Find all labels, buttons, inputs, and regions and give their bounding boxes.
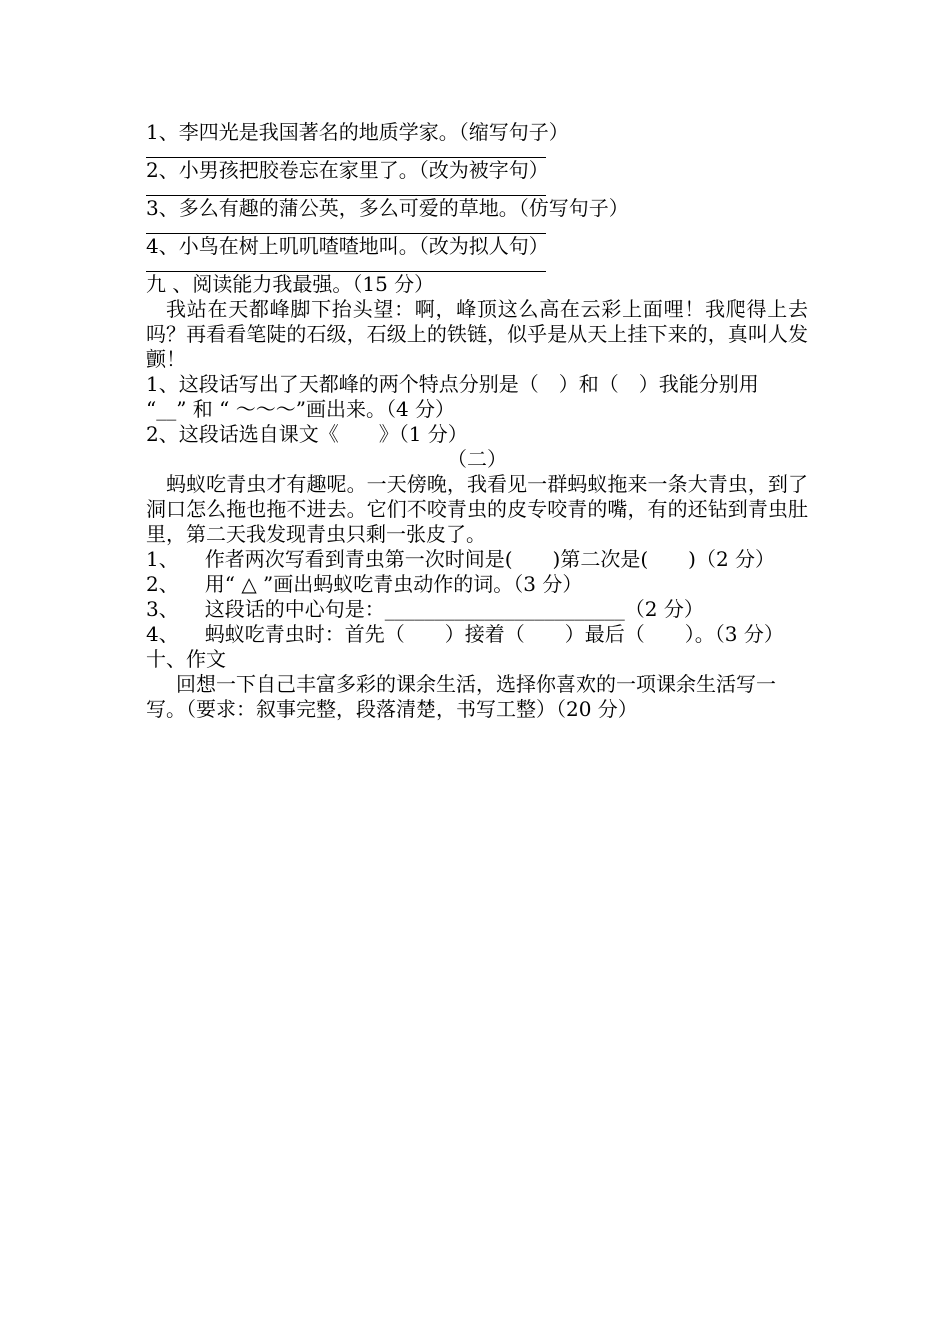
question-text: 作者两次写看到青虫第一次时间是( )第二次是( )（2 分） — [204, 547, 776, 571]
question-number: 4、 — [146, 622, 179, 646]
passage-1-question-1-line-1: 1、这段话写出了天都峰的两个特点分别是（ ）和（ ）我能分别用 — [146, 372, 759, 396]
passage-2-question-4 — [146, 622, 808, 647]
question-number: 1、 — [146, 547, 179, 571]
question-number: 2、 — [146, 572, 179, 596]
sentence-question-1: 1、李四光是我国著名的地质学家。（缩写句子） — [146, 120, 569, 144]
section-9-heading: 九 、阅读能力我最强。（15 分） — [146, 272, 435, 296]
document-content — [146, 120, 808, 722]
section-10-heading: 十、作文 — [146, 647, 226, 671]
passage-2-question-2 — [146, 572, 808, 597]
composition-prompt: 回想一下自己丰富多彩的课余生活，选择你喜欢的一项课余生活写一写。（要求：叙事完整，段落清楚，书写工整）（20 分） — [146, 672, 776, 721]
reading-passage-2: 蚂蚁吃青虫才有趣呢。一天傍晚，我看见一群蚂蚁拖来一条大青虫，到了洞口怎么拖也拖不进去。它们不咬青虫的皮专咬青的嘴，有的还钻到青虫肚里，第二天我发现青虫只剩一张皮了。 — [146, 472, 808, 546]
sentence-question-4: 4、小鸟在树上叽叽喳喳地叫。（改为拟人句） — [146, 234, 549, 258]
question-number: 3、 — [146, 597, 179, 621]
sentence-question-2: 2、小男孩把胶卷忘在家里了。（改为被字句） — [146, 158, 549, 182]
reading-passage-1: 我站在天都峰脚下抬头望：啊，峰顶这么高在云彩上面哩！我爬得上去吗？再看看笔陡的石级，石级上的铁链，似乎是从天上挂下来的，真叫人发颤！ — [146, 297, 808, 371]
question-text: 这段话的中心句是：________________________（2 分） — [204, 597, 704, 621]
passage-1-question-2: 2、这段话选自课文《 》（1 分） — [146, 422, 468, 446]
part-2-label: （二） — [447, 447, 507, 471]
sentence-question-3: 3、多么有趣的蒲公英，多么可爱的草地。（仿写句子） — [146, 196, 629, 220]
passage-2-question-3 — [146, 597, 808, 622]
question-text: 用“ △ ”画出蚂蚁吃青虫动作的词。（3 分） — [204, 572, 583, 596]
question-text: 蚂蚁吃青虫时：首先（ ）接着（ ）最后（ ）。（3 分） — [204, 622, 784, 646]
passage-1-question-1-line-2: “__” 和 “ ～～～”画出来。（4 分） — [146, 397, 456, 421]
passage-2-question-1 — [146, 547, 808, 572]
